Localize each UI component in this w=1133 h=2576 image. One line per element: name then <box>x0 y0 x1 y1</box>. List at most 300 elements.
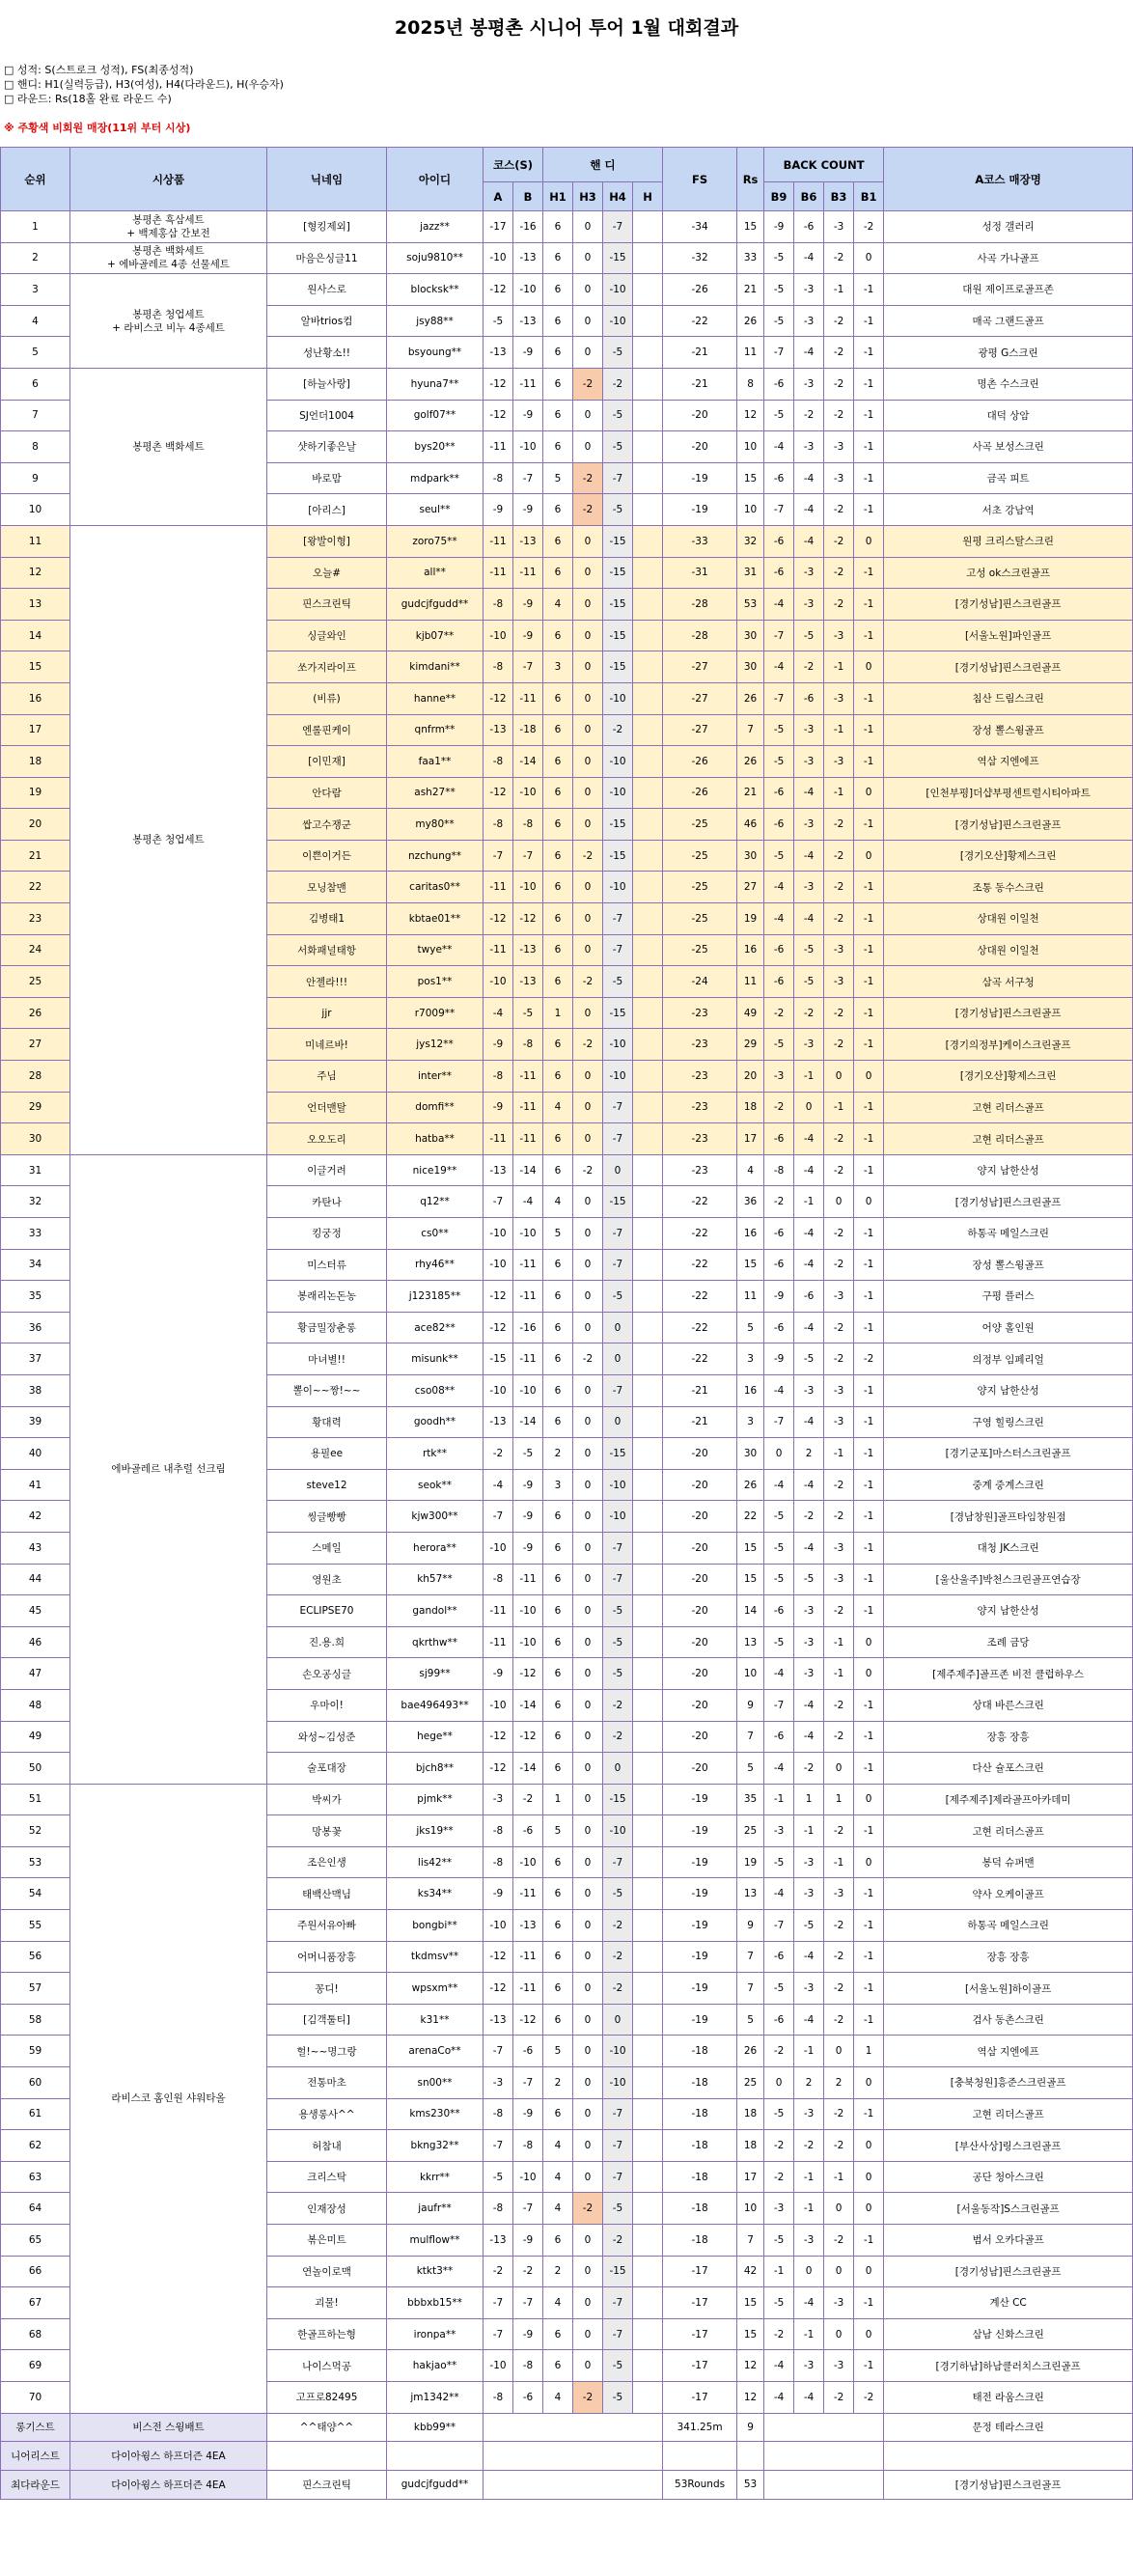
cell-b1: -1 <box>854 934 884 966</box>
cell-h3: 0 <box>573 1721 603 1753</box>
cell-nick: [김객툴티] <box>267 2004 387 2036</box>
col-h4: H4 <box>603 182 633 211</box>
award-nick: ^^태양^^ <box>267 2413 387 2442</box>
cell-b6: -2 <box>794 651 824 683</box>
cell-b3: -1 <box>824 274 854 306</box>
cell-b6: -5 <box>794 966 824 998</box>
cell-nick: 와성~김성준 <box>267 1721 387 1753</box>
cell-b9: -4 <box>764 872 794 903</box>
cell-b1: -1 <box>854 1281 884 1313</box>
cell-h <box>633 620 663 651</box>
cell-b: -9 <box>513 2098 543 2130</box>
cell-rank: 39 <box>1 1406 70 1438</box>
cell-b: -6 <box>513 2381 543 2413</box>
cell-fs: -22 <box>663 1343 737 1375</box>
cell-b1: 0 <box>854 525 884 557</box>
cell-fs: -19 <box>663 1846 737 1878</box>
cell-store: 삼곡 서구청 <box>884 966 1133 998</box>
cell-h <box>633 1846 663 1878</box>
cell-b: -4 <box>513 1186 543 1218</box>
col-rs: Rs <box>737 148 764 211</box>
cell-rs: 29 <box>737 1029 764 1061</box>
cell-h3: 0 <box>573 557 603 589</box>
cell-b9: -1 <box>764 2256 794 2287</box>
cell-a: -8 <box>484 1564 513 1595</box>
cell-b9: -5 <box>764 840 794 872</box>
cell-rs: 30 <box>737 620 764 651</box>
cell-store: [경기의정부]케이스크린골프 <box>884 1029 1133 1061</box>
cell-b6: -3 <box>794 305 824 337</box>
cell-b9: -7 <box>764 494 794 526</box>
cell-b9: -6 <box>764 809 794 841</box>
cell-h4: -5 <box>603 1595 633 1627</box>
cell-b: -14 <box>513 1154 543 1186</box>
cell-b3: -1 <box>824 714 854 746</box>
cell-nick: 안젤라!!! <box>267 966 387 998</box>
cell-store: [경기성남]핀스크린골프 <box>884 589 1133 621</box>
cell-h3: 0 <box>573 872 603 903</box>
cell-b1: 0 <box>854 2067 884 2099</box>
cell-h <box>633 211 663 243</box>
cell-nick: 씽글빵빵 <box>267 1501 387 1533</box>
cell-b1: -1 <box>854 431 884 463</box>
cell-b9: -4 <box>764 431 794 463</box>
cell-nick: 언더맨탈 <box>267 1092 387 1123</box>
award-rs <box>737 2442 764 2471</box>
cell-store: [서울노원]파인골프 <box>884 620 1133 651</box>
cell-h3: 0 <box>573 1218 603 1250</box>
cell-b6: -1 <box>794 2318 824 2350</box>
cell-h <box>633 2098 663 2130</box>
cell-nick: [하늘사랑] <box>267 368 387 400</box>
cell-a: -7 <box>484 2287 513 2319</box>
cell-b: -9 <box>513 337 543 369</box>
cell-b3: 0 <box>824 2193 854 2225</box>
cell-nick: 연놀이로맥 <box>267 2256 387 2287</box>
cell-b1: -1 <box>854 305 884 337</box>
cell-b3: -1 <box>824 1846 854 1878</box>
cell-h3: -2 <box>573 462 603 494</box>
cell-prize: 봉평촌 백화세트 <box>70 368 267 525</box>
cell-h3: 0 <box>573 589 603 621</box>
cell-h <box>633 1406 663 1438</box>
cell-b6: -3 <box>794 1029 824 1061</box>
cell-rs: 17 <box>737 1123 764 1155</box>
cell-rs: 31 <box>737 557 764 589</box>
cell-nick: 괴물! <box>267 2287 387 2319</box>
cell-rank: 1 <box>1 211 70 243</box>
col-h: H <box>633 182 663 211</box>
cell-b3: -3 <box>824 1878 854 1910</box>
cell-h3: 0 <box>573 2067 603 2099</box>
cell-b9: -4 <box>764 1878 794 1910</box>
cell-id: sj99** <box>387 1658 484 1690</box>
cell-h1: 6 <box>543 840 573 872</box>
cell-store: 하통곡 메일스크린 <box>884 1218 1133 1250</box>
cell-b3: -3 <box>824 2350 854 2382</box>
cell-rs: 30 <box>737 1438 764 1470</box>
cell-nick: 진.용.희 <box>267 1626 387 1658</box>
cell-b3: -2 <box>824 1689 854 1721</box>
cell-b: -2 <box>513 2256 543 2287</box>
cell-b3: -1 <box>824 777 854 809</box>
cell-a: -10 <box>484 1910 513 1942</box>
cell-rs: 7 <box>737 1941 764 1973</box>
cell-rs: 4 <box>737 1154 764 1186</box>
cell-rank: 52 <box>1 1815 70 1847</box>
cell-b3: -2 <box>824 1815 854 1847</box>
cell-b9: 0 <box>764 2067 794 2099</box>
award-store <box>884 2442 1133 2471</box>
cell-store: [제주제주]골프존 비전 클럽하우스 <box>884 1658 1133 1690</box>
cell-a: -7 <box>484 2318 513 2350</box>
cell-rank: 62 <box>1 2130 70 2162</box>
cell-nick: 원사스로 <box>267 274 387 306</box>
cell-fs: -26 <box>663 746 737 778</box>
cell-b1: -2 <box>854 211 884 243</box>
cell-store: 상대원 이일천 <box>884 934 1133 966</box>
cell-h1: 6 <box>543 903 573 935</box>
cell-b: -12 <box>513 1658 543 1690</box>
cell-h4: -2 <box>603 1721 633 1753</box>
cell-h <box>633 1721 663 1753</box>
cell-rs: 5 <box>737 1753 764 1785</box>
cell-b: -13 <box>513 305 543 337</box>
cell-id: lis42** <box>387 1846 484 1878</box>
cell-h3: 0 <box>573 682 603 714</box>
cell-b9: -8 <box>764 1154 794 1186</box>
cell-store: 상대 바른스크린 <box>884 1689 1133 1721</box>
cell-h3: 0 <box>573 1878 603 1910</box>
cell-b6: -3 <box>794 1626 824 1658</box>
cell-rank: 13 <box>1 589 70 621</box>
cell-rs: 15 <box>737 2318 764 2350</box>
cell-rank: 35 <box>1 1281 70 1313</box>
cell-b6: -3 <box>794 809 824 841</box>
cell-rs: 26 <box>737 2036 764 2067</box>
cell-h1: 6 <box>543 2225 573 2257</box>
cell-h3: 0 <box>573 1406 603 1438</box>
cell-h3: 0 <box>573 1249 603 1281</box>
award-label: 니어리스트 <box>1 2442 70 2471</box>
cell-b3: -2 <box>824 557 854 589</box>
cell-h3: 0 <box>573 2318 603 2350</box>
cell-rs: 19 <box>737 1846 764 1878</box>
cell-h <box>633 2130 663 2162</box>
cell-b6: -2 <box>794 1501 824 1533</box>
cell-h1: 6 <box>543 714 573 746</box>
cell-h <box>633 1154 663 1186</box>
cell-b6: -4 <box>794 1406 824 1438</box>
award-prize: 비스전 스윙배트 <box>70 2413 267 2442</box>
cell-b6: -3 <box>794 1878 824 1910</box>
cell-nick: 나이스먹공 <box>267 2350 387 2382</box>
cell-fs: -20 <box>663 400 737 431</box>
cell-h3: 0 <box>573 525 603 557</box>
cell-b9: -5 <box>764 274 794 306</box>
cell-b1: -1 <box>854 714 884 746</box>
cell-b1: -1 <box>854 1721 884 1753</box>
cell-a: -10 <box>484 620 513 651</box>
cell-h <box>633 903 663 935</box>
cell-h <box>633 274 663 306</box>
cell-b6: -2 <box>794 2130 824 2162</box>
cell-id: inter** <box>387 1061 484 1093</box>
cell-b: -9 <box>513 2318 543 2350</box>
cell-b9: -5 <box>764 242 794 274</box>
cell-b9: -4 <box>764 903 794 935</box>
award-nick <box>267 2442 387 2471</box>
cell-id: domfi** <box>387 1092 484 1123</box>
cell-b3: -3 <box>824 2287 854 2319</box>
cell-h1: 1 <box>543 997 573 1029</box>
cell-h <box>633 1312 663 1343</box>
cell-h1: 6 <box>543 2098 573 2130</box>
cell-store: 범서 오카다골프 <box>884 2225 1133 2257</box>
award-nick: 핀스크린틱 <box>267 2470 387 2499</box>
legend-round: □ 라운드: Rs(18홀 완료 라운드 수) <box>4 93 172 105</box>
cell-nick: 알바trios컴 <box>267 305 387 337</box>
cell-rank: 48 <box>1 1689 70 1721</box>
cell-id: jm1342** <box>387 2381 484 2413</box>
col-b1: B1 <box>854 182 884 211</box>
cell-a: -13 <box>484 2225 513 2257</box>
cell-a: -10 <box>484 242 513 274</box>
cell-h1: 5 <box>543 462 573 494</box>
cell-store: [경기성남]핀스크린골프 <box>884 1186 1133 1218</box>
cell-b9: -4 <box>764 1753 794 1785</box>
cell-id: ks34** <box>387 1878 484 1910</box>
cell-store: 대덕 상암 <box>884 400 1133 431</box>
cell-id: kjw300** <box>387 1501 484 1533</box>
cell-h3: 0 <box>573 809 603 841</box>
cell-b: -11 <box>513 1123 543 1155</box>
cell-a: -12 <box>484 777 513 809</box>
cell-fs: -20 <box>663 1595 737 1627</box>
cell-h <box>633 746 663 778</box>
cell-fs: -32 <box>663 242 737 274</box>
cell-rank: 18 <box>1 746 70 778</box>
cell-rank: 63 <box>1 2161 70 2193</box>
cell-h1: 4 <box>543 589 573 621</box>
cell-h4: -7 <box>603 934 633 966</box>
cell-id: ash27** <box>387 777 484 809</box>
cell-nick: 우마이! <box>267 1689 387 1721</box>
cell-nick: 카탄나 <box>267 1186 387 1218</box>
col-course: 코스(S) <box>484 148 543 182</box>
cell-b3: -1 <box>824 651 854 683</box>
cell-b1: -1 <box>854 997 884 1029</box>
cell-a: -8 <box>484 1061 513 1093</box>
cell-b9: -5 <box>764 1626 794 1658</box>
cell-rank: 6 <box>1 368 70 400</box>
cell-rank: 43 <box>1 1532 70 1564</box>
cell-nick: 이글거려 <box>267 1154 387 1186</box>
cell-h1: 6 <box>543 305 573 337</box>
cell-b6: -4 <box>794 2381 824 2413</box>
cell-store: [제주제주]제라골프아카데미 <box>884 1784 1133 1815</box>
cell-store: [부산사상]링스크린골프 <box>884 2130 1133 2162</box>
cell-rs: 15 <box>737 211 764 243</box>
cell-store: 하통곡 메일스크린 <box>884 1910 1133 1942</box>
cell-a: -7 <box>484 840 513 872</box>
cell-fs: -34 <box>663 211 737 243</box>
cell-store: [서울노원]하이골프 <box>884 1973 1133 2005</box>
cell-a: -11 <box>484 872 513 903</box>
cell-fs: -20 <box>663 1689 737 1721</box>
cell-h4: -5 <box>603 1878 633 1910</box>
cell-b6: 0 <box>794 1092 824 1123</box>
cell-h4: -10 <box>603 1501 633 1533</box>
cell-store: [서울동작]S스크린골프 <box>884 2193 1133 2225</box>
cell-h4: -7 <box>603 1846 633 1878</box>
cell-store: 장흥 장흥 <box>884 1941 1133 1973</box>
cell-id: caritas0** <box>387 872 484 903</box>
cell-id: pos1** <box>387 966 484 998</box>
cell-b3: -2 <box>824 1312 854 1343</box>
cell-rank: 57 <box>1 1973 70 2005</box>
cell-store: 장흥 장흥 <box>884 1721 1133 1753</box>
cell-rs: 25 <box>737 1815 764 1847</box>
award-blank <box>764 2470 884 2499</box>
cell-fs: -17 <box>663 2381 737 2413</box>
cell-h1: 6 <box>543 525 573 557</box>
cell-b6: -1 <box>794 2036 824 2067</box>
cell-h3: 0 <box>573 1312 603 1343</box>
cell-fs: -22 <box>663 305 737 337</box>
notice-orange-store: ※ 주황색 비회원 매장(11위 부터 시상) <box>4 122 191 134</box>
cell-a: -8 <box>484 2098 513 2130</box>
cell-fs: -20 <box>663 1438 737 1470</box>
cell-b6: -5 <box>794 934 824 966</box>
cell-h1: 6 <box>543 494 573 526</box>
cell-store: [경기성남]핀스크린골프 <box>884 997 1133 1029</box>
cell-h3: 0 <box>573 903 603 935</box>
cell-h3: 0 <box>573 2098 603 2130</box>
cell-rank: 30 <box>1 1123 70 1155</box>
cell-a: -5 <box>484 2161 513 2193</box>
cell-rank: 40 <box>1 1438 70 1470</box>
cell-fs: -31 <box>663 557 737 589</box>
cell-rank: 27 <box>1 1029 70 1061</box>
cell-store: 양지 남한산성 <box>884 1374 1133 1406</box>
cell-h4: -2 <box>603 1973 633 2005</box>
cell-id: hatba** <box>387 1123 484 1155</box>
cell-rs: 11 <box>737 337 764 369</box>
cell-id: bjch8** <box>387 1753 484 1785</box>
cell-b: -11 <box>513 1061 543 1093</box>
cell-b: -16 <box>513 1312 543 1343</box>
cell-a: -10 <box>484 1249 513 1281</box>
cell-b6: -4 <box>794 337 824 369</box>
cell-b: -9 <box>513 1469 543 1501</box>
cell-rs: 53 <box>737 589 764 621</box>
cell-b3: -2 <box>824 1721 854 1753</box>
award-blank <box>484 2413 663 2442</box>
cell-nick: 인재장성 <box>267 2193 387 2225</box>
cell-b: -7 <box>513 651 543 683</box>
cell-store: 어양 홀인원 <box>884 1312 1133 1343</box>
cell-h1: 3 <box>543 651 573 683</box>
cell-rank: 32 <box>1 1186 70 1218</box>
cell-b3: -2 <box>824 305 854 337</box>
cell-h <box>633 1029 663 1061</box>
col-a: A <box>484 182 513 211</box>
cell-b3: -3 <box>824 211 854 243</box>
cell-fs: -21 <box>663 368 737 400</box>
cell-h1: 6 <box>543 1406 573 1438</box>
cell-h1: 5 <box>543 1218 573 1250</box>
cell-b3: -2 <box>824 2130 854 2162</box>
cell-b6: -3 <box>794 714 824 746</box>
cell-nick: 주원서유아빠 <box>267 1910 387 1942</box>
table-row <box>1 242 1133 274</box>
cell-b: -14 <box>513 1406 543 1438</box>
cell-id: golf07** <box>387 400 484 431</box>
cell-id: ace82** <box>387 1312 484 1343</box>
cell-h1: 6 <box>543 1626 573 1658</box>
cell-h <box>633 809 663 841</box>
cell-rs: 19 <box>737 903 764 935</box>
cell-b9: -4 <box>764 589 794 621</box>
award-store: [경기성남]핀스크린골프 <box>884 2470 1133 2499</box>
cell-fs: -19 <box>663 494 737 526</box>
cell-h <box>633 1218 663 1250</box>
cell-b: -10 <box>513 777 543 809</box>
cell-b: -9 <box>513 589 543 621</box>
legend-score: □ 성적: S(스트로크 성적), FS(최종성적) <box>4 64 194 76</box>
cell-h4: -15 <box>603 1438 633 1470</box>
cell-b1: -1 <box>854 1092 884 1123</box>
cell-h4: -7 <box>603 1374 633 1406</box>
cell-nick: 한골프하는형 <box>267 2318 387 2350</box>
cell-rs: 27 <box>737 872 764 903</box>
cell-b3: 0 <box>824 1753 854 1785</box>
cell-a: -3 <box>484 1784 513 1815</box>
cell-b9: -4 <box>764 1658 794 1690</box>
cell-b6: -1 <box>794 1061 824 1093</box>
cell-h1: 6 <box>543 1029 573 1061</box>
cell-id: herora** <box>387 1532 484 1564</box>
cell-h3: -2 <box>573 2381 603 2413</box>
cell-b: -10 <box>513 1218 543 1250</box>
cell-h3: 0 <box>573 431 603 463</box>
cell-h3: 0 <box>573 777 603 809</box>
cell-fs: -33 <box>663 525 737 557</box>
cell-h1: 6 <box>543 1721 573 1753</box>
cell-a: -2 <box>484 1438 513 1470</box>
cell-a: -12 <box>484 1941 513 1973</box>
cell-h3: 0 <box>573 2350 603 2382</box>
cell-h1: 6 <box>543 1878 573 1910</box>
cell-fs: -17 <box>663 2318 737 2350</box>
cell-rs: 33 <box>737 242 764 274</box>
cell-fs: -18 <box>663 2161 737 2193</box>
cell-rank: 56 <box>1 1941 70 1973</box>
cell-rank: 12 <box>1 557 70 589</box>
cell-h4: -15 <box>603 1784 633 1815</box>
cell-rank: 50 <box>1 1753 70 1785</box>
cell-h1: 6 <box>543 1154 573 1186</box>
cell-h4: -5 <box>603 337 633 369</box>
cell-nick: [이민재] <box>267 746 387 778</box>
cell-h4: -15 <box>603 651 633 683</box>
cell-rs: 3 <box>737 1343 764 1375</box>
award-id: gudcjfgudd** <box>387 2470 484 2499</box>
cell-a: -10 <box>484 1218 513 1250</box>
cell-h1: 5 <box>543 2036 573 2067</box>
cell-h4: -7 <box>603 903 633 935</box>
